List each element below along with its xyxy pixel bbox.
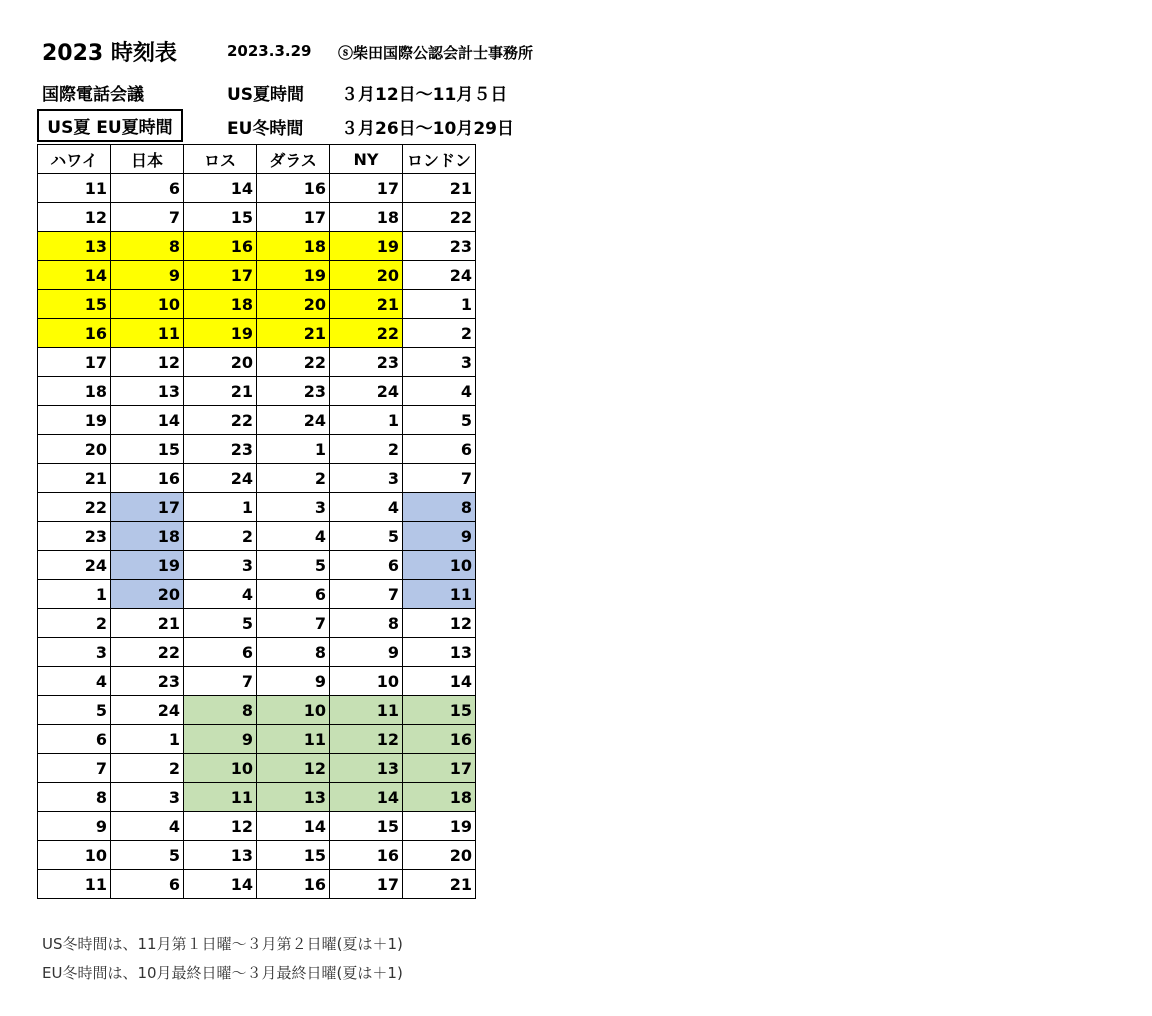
table-cell: 1	[330, 406, 403, 435]
table-cell: 21	[330, 290, 403, 319]
table-cell: 11	[38, 174, 111, 203]
table-row	[38, 435, 476, 464]
table-cell: 4	[403, 377, 476, 406]
table-cell: 23	[111, 667, 184, 696]
table-cell: 10	[403, 551, 476, 580]
table-cell: 9	[403, 522, 476, 551]
table-cell: 16	[38, 319, 111, 348]
table-cell: 5	[257, 551, 330, 580]
table-row	[38, 493, 476, 522]
table-cell: 7	[257, 609, 330, 638]
table-cell: 12	[330, 725, 403, 754]
table-cell: 13	[38, 232, 111, 261]
table-cell: 4	[38, 667, 111, 696]
table-cell: 13	[330, 754, 403, 783]
table-row	[38, 348, 476, 377]
table-cell: 23	[257, 377, 330, 406]
table-cell: 1	[111, 725, 184, 754]
table-cell: 24	[184, 464, 257, 493]
table-cell: 1	[184, 493, 257, 522]
table-cell: 6	[111, 174, 184, 203]
table-cell: 16	[257, 870, 330, 899]
table-row	[38, 551, 476, 580]
table-cell: 7	[184, 667, 257, 696]
table-cell: 10	[111, 290, 184, 319]
table-cell: 22	[38, 493, 111, 522]
table-cell: 21	[38, 464, 111, 493]
table-cell: 15	[257, 841, 330, 870]
table-cell: 14	[403, 667, 476, 696]
table-cell: 14	[111, 406, 184, 435]
eu-winter-range: ３月26日～10月29日	[341, 119, 514, 139]
table-cell: 11	[111, 319, 184, 348]
table-cell: 24	[330, 377, 403, 406]
table-cell: 7	[330, 580, 403, 609]
table-cell: 17	[403, 754, 476, 783]
table-cell: 2	[184, 522, 257, 551]
table-cell: 8	[403, 493, 476, 522]
table-cell: 9	[257, 667, 330, 696]
column-header: ハワイ	[38, 145, 111, 174]
table-cell: 17	[257, 203, 330, 232]
table-body	[38, 174, 476, 899]
table-cell: 6	[184, 638, 257, 667]
table-cell: 18	[111, 522, 184, 551]
table-cell: 18	[330, 203, 403, 232]
table-cell: 22	[330, 319, 403, 348]
table-cell: 8	[111, 232, 184, 261]
table-row	[38, 174, 476, 203]
table-cell: 22	[184, 406, 257, 435]
table-cell: 23	[403, 232, 476, 261]
table-cell: 3	[403, 348, 476, 377]
table-cell: 19	[403, 812, 476, 841]
table-cell: 1	[257, 435, 330, 464]
table-cell: 11	[330, 696, 403, 725]
us-dst-label: US夏時間	[227, 85, 305, 105]
table-cell: 4	[184, 580, 257, 609]
table-cell: 14	[330, 783, 403, 812]
table-cell: 18	[184, 290, 257, 319]
table-cell: 19	[184, 319, 257, 348]
table-row	[38, 841, 476, 870]
table-cell: 3	[184, 551, 257, 580]
timezone-table	[37, 144, 476, 899]
table-cell: 18	[257, 232, 330, 261]
table-row	[38, 522, 476, 551]
table-cell: 24	[38, 551, 111, 580]
table-row	[38, 232, 476, 261]
table-cell: 20	[257, 290, 330, 319]
table-cell: 16	[330, 841, 403, 870]
table-cell: 6	[403, 435, 476, 464]
table-cell: 4	[330, 493, 403, 522]
table-cell: 10	[330, 667, 403, 696]
table-cell: 14	[184, 174, 257, 203]
column-header: 日本	[111, 145, 184, 174]
table-cell: 6	[38, 725, 111, 754]
table-row	[38, 203, 476, 232]
table-cell: 23	[330, 348, 403, 377]
table-cell: 22	[111, 638, 184, 667]
table-cell: 17	[111, 493, 184, 522]
table-cell: 14	[184, 870, 257, 899]
table-cell: 5	[403, 406, 476, 435]
table-cell: 20	[403, 841, 476, 870]
table-cell: 9	[184, 725, 257, 754]
table-cell: 13	[257, 783, 330, 812]
table-cell: 15	[111, 435, 184, 464]
table-cell: 3	[111, 783, 184, 812]
table-cell: 21	[111, 609, 184, 638]
table-cell: 19	[111, 551, 184, 580]
table-cell: 3	[38, 638, 111, 667]
table-cell: 23	[184, 435, 257, 464]
table-cell: 20	[38, 435, 111, 464]
table-cell: 22	[257, 348, 330, 377]
table-cell: 4	[257, 522, 330, 551]
table-cell: 20	[111, 580, 184, 609]
table-cell: 11	[184, 783, 257, 812]
table-cell: 10	[38, 841, 111, 870]
table-cell: 5	[111, 841, 184, 870]
table-row	[38, 783, 476, 812]
table-cell: 7	[403, 464, 476, 493]
table-cell: 8	[184, 696, 257, 725]
table-row	[38, 870, 476, 899]
table-cell: 11	[403, 580, 476, 609]
table-cell: 7	[111, 203, 184, 232]
table-cell: 12	[184, 812, 257, 841]
table-cell: 8	[257, 638, 330, 667]
table-cell: 21	[257, 319, 330, 348]
column-header: ロンドン	[403, 145, 476, 174]
table-cell: 9	[330, 638, 403, 667]
table-row	[38, 377, 476, 406]
column-header: ロス	[184, 145, 257, 174]
table-cell: 14	[257, 812, 330, 841]
table-cell: 18	[403, 783, 476, 812]
table-cell: 22	[403, 203, 476, 232]
table-cell: 4	[111, 812, 184, 841]
table-cell: 9	[111, 261, 184, 290]
table-cell: 17	[38, 348, 111, 377]
table-cell: 2	[403, 319, 476, 348]
us-winter-note: US冬時間は、11月第１日曜～３月第２日曜(夏は＋1)	[42, 935, 403, 953]
subtitle: 国際電話会議	[42, 85, 144, 105]
eu-winter-note: EU冬時間は、10月最終日曜～３月最終日曜(夏は＋1)	[42, 964, 403, 982]
table-row	[38, 464, 476, 493]
table-cell: 6	[257, 580, 330, 609]
table-cell: 17	[330, 174, 403, 203]
table-cell: 6	[330, 551, 403, 580]
table-cell: 12	[257, 754, 330, 783]
table-row	[38, 406, 476, 435]
table-cell: 21	[184, 377, 257, 406]
page-title: 2023 時刻表	[42, 41, 177, 66]
table-cell: 16	[403, 725, 476, 754]
table-cell: 12	[403, 609, 476, 638]
table-cell: 10	[257, 696, 330, 725]
table-cell: 15	[184, 203, 257, 232]
season-box-label: US夏 EU夏時間	[37, 109, 183, 142]
table-row	[38, 319, 476, 348]
table-cell: 15	[38, 290, 111, 319]
table-cell: 17	[330, 870, 403, 899]
table-cell: 10	[184, 754, 257, 783]
table-cell: 13	[403, 638, 476, 667]
table-cell: 20	[184, 348, 257, 377]
table-row	[38, 638, 476, 667]
table-cell: 19	[38, 406, 111, 435]
table-row	[38, 667, 476, 696]
table-cell: 5	[184, 609, 257, 638]
column-header: NY	[330, 145, 403, 174]
table-row	[38, 725, 476, 754]
table-cell: 19	[257, 261, 330, 290]
table-cell: 13	[184, 841, 257, 870]
eu-winter-label: EU冬時間	[227, 119, 304, 139]
table-cell: 11	[257, 725, 330, 754]
table-cell: 21	[403, 174, 476, 203]
table-cell: 16	[257, 174, 330, 203]
table-cell: 6	[111, 870, 184, 899]
table-cell: 17	[184, 261, 257, 290]
table-cell: 2	[257, 464, 330, 493]
table-cell: 5	[330, 522, 403, 551]
table-cell: 14	[38, 261, 111, 290]
table-cell: 23	[38, 522, 111, 551]
table-cell: 20	[330, 261, 403, 290]
table-cell: 21	[403, 870, 476, 899]
table-header-row	[38, 145, 476, 174]
table-cell: 24	[111, 696, 184, 725]
table-cell: 2	[111, 754, 184, 783]
us-dst-range: ３月12日～11月５日	[341, 85, 508, 105]
table-row	[38, 754, 476, 783]
table-cell: 1	[403, 290, 476, 319]
table-cell: 2	[330, 435, 403, 464]
table-row	[38, 261, 476, 290]
table-row	[38, 609, 476, 638]
table-cell: 9	[38, 812, 111, 841]
firm-name: ⓢ柴田国際公認会計士事務所	[338, 44, 534, 62]
table-cell: 24	[257, 406, 330, 435]
table-cell: 19	[330, 232, 403, 261]
table-cell: 5	[38, 696, 111, 725]
table-cell: 1	[38, 580, 111, 609]
table-row	[38, 580, 476, 609]
table-cell: 8	[330, 609, 403, 638]
table-cell: 15	[330, 812, 403, 841]
table-row	[38, 290, 476, 319]
table-cell: 16	[184, 232, 257, 261]
table-cell: 12	[111, 348, 184, 377]
table-cell: 2	[38, 609, 111, 638]
table-cell: 15	[403, 696, 476, 725]
table-row	[38, 812, 476, 841]
table-cell: 12	[38, 203, 111, 232]
table-cell: 3	[257, 493, 330, 522]
table-cell: 24	[403, 261, 476, 290]
table-cell: 8	[38, 783, 111, 812]
table-cell: 13	[111, 377, 184, 406]
document-date: 2023.3.29	[227, 42, 312, 60]
table-cell: 16	[111, 464, 184, 493]
table-row	[38, 696, 476, 725]
column-header: ダラス	[257, 145, 330, 174]
table-cell: 7	[38, 754, 111, 783]
table-cell: 3	[330, 464, 403, 493]
table-cell: 18	[38, 377, 111, 406]
table-cell: 11	[38, 870, 111, 899]
